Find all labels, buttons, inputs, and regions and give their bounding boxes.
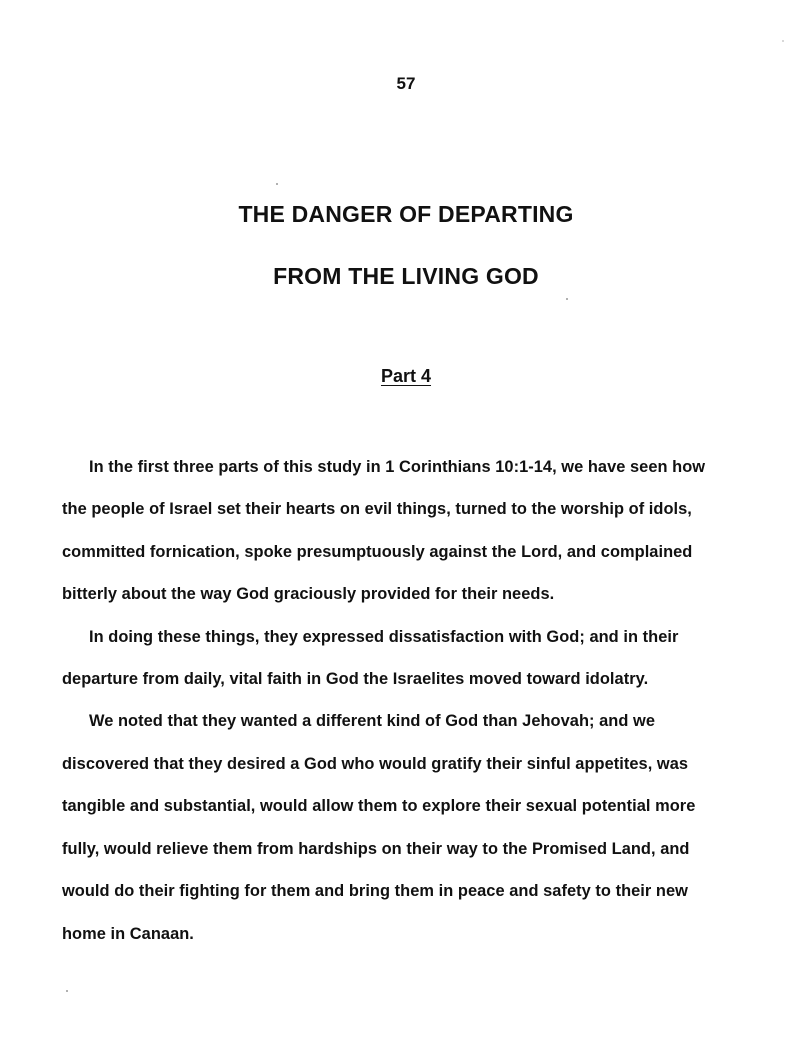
paragraph-3-line-5: would do their fighting for them and bring them in peace and safety to their new [62,882,688,900]
paragraph-3-line-4: fully, would relieve them from hardships on their way to the Promised Land, and [62,840,690,858]
part-heading-text: Part 4 [380,366,432,386]
paragraph-2-line-2: departure from daily, vital faith in God the Israelites moved toward idolatry. [62,670,649,688]
scan-speck [276,183,278,185]
paragraph-3-line-1: We noted that they wanted a different kind of God than Jehovah; and we [89,712,655,730]
title-line-1: THE DANGER OF DEPARTING [238,201,574,227]
page-number: 57 [396,74,416,93]
scan-speck [566,298,568,300]
paragraph-1-line-1: In the first three parts of this study in 1 Corinthians 10:1-14, we have seen how [89,458,706,476]
paragraph-1-line-2: the people of Israel set their hearts on evil things, turned to the worship of idols, [62,500,692,518]
paragraph-1-line-3: committed fornication, spoke presumptuously against the Lord, and complained [62,543,693,561]
paragraph-3-line-2: discovered that they desired a God who would gratify their sinful appetites, was [62,755,689,773]
paragraph-3-line-6: home in Canaan. [62,925,194,943]
paragraph-2-line-1: In doing these things, they expressed dissatisfaction with God; and in their [89,628,679,646]
paragraph-3-line-3: tangible and substantial, would allow them to explore their sexual potential more [62,797,696,815]
title-line-2: FROM THE LIVING GOD [273,263,539,289]
scan-speck [782,40,784,42]
paragraph-1-line-4: bitterly about the way God graciously provided for their needs. [62,585,555,603]
scan-speck [66,990,68,992]
part-heading [0,366,800,387]
